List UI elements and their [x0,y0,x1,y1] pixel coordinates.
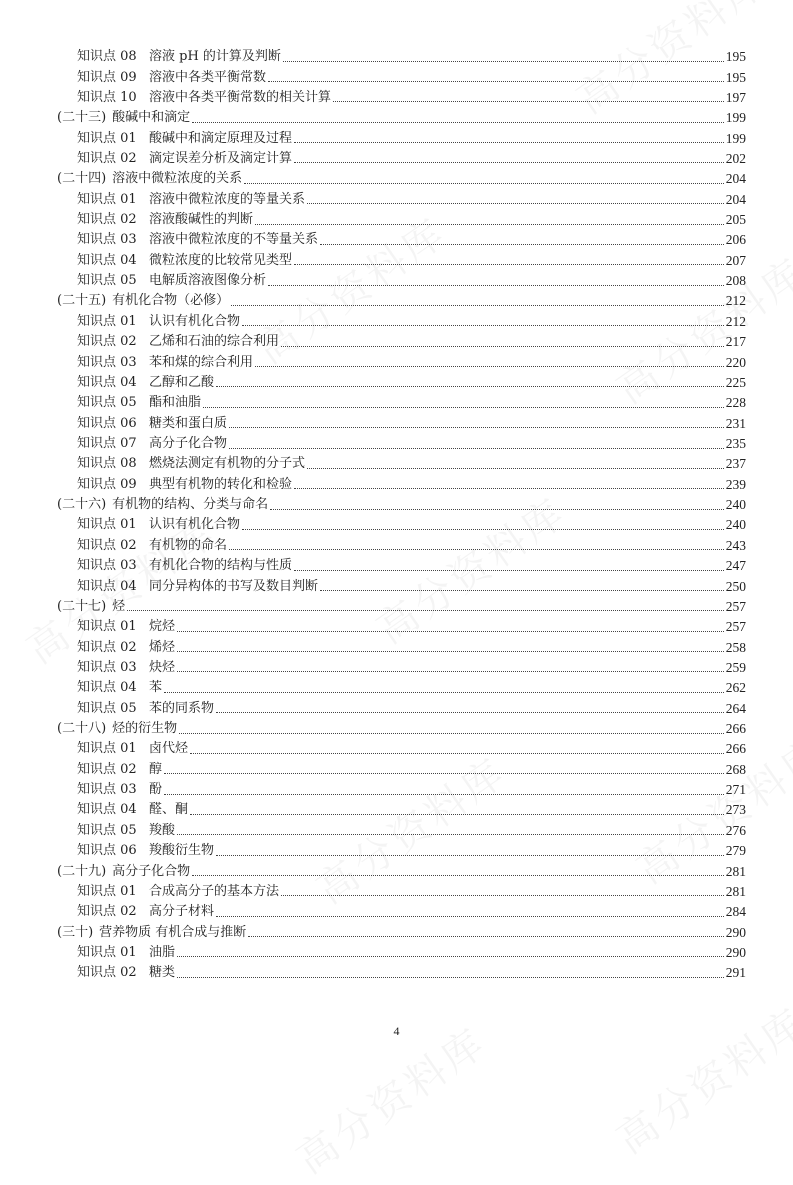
entry-page: 225 [725,374,746,390]
entry-page: 195 [725,69,746,85]
toc-item-entry[interactable] [57,637,746,657]
dot-leader [164,794,724,795]
dot-leader [320,590,724,591]
entry-number: 知识点 03 [77,558,137,574]
entry-number: 知识点 05 [77,822,137,838]
entry-number: 知识点 03 [77,354,137,370]
dot-leader [229,549,724,550]
dot-leader [294,142,724,143]
entry-title: 溶液中微粒浓度的关系 [112,171,243,187]
dot-leader [177,631,724,632]
toc-section-entry[interactable] [57,169,746,189]
entry-page: 199 [725,110,746,126]
entry-title: 醇 [149,761,163,777]
entry-title: 酚 [149,782,163,798]
entry-page: 205 [725,212,746,228]
dot-leader [192,875,724,876]
entry-title: 认识有机化合物 [149,313,241,329]
entry-number: 知识点 01 [77,741,137,757]
entry-page: 231 [725,415,746,431]
toc-item-entry[interactable] [57,149,746,169]
entry-number: 知识点 02 [77,537,137,553]
entry-page: 281 [725,863,746,879]
dot-leader [255,366,724,367]
toc-section-entry[interactable] [57,291,746,311]
entry-number: 知识点 01 [77,517,137,533]
entry-page: 220 [725,354,746,370]
entry-number: 知识点 08 [77,456,137,472]
dot-leader [268,285,724,286]
toc-item-entry[interactable] [57,780,746,800]
toc-section-entry[interactable] [57,719,746,739]
entry-title: 高分子化合物 [112,863,191,879]
dot-leader [281,346,724,347]
entry-number: 知识点 06 [77,843,137,859]
entry-number: 知识点 01 [77,883,137,899]
entry-number: 知识点 05 [77,273,137,289]
entry-title: 微粒浓度的比较常见类型 [149,252,293,268]
toc-item-entry[interactable] [57,352,746,372]
entry-number: (二十九) [57,863,107,879]
toc-item-entry[interactable] [57,841,746,861]
entry-title: 醛、酮 [149,802,189,818]
entry-number: 知识点 03 [77,659,137,675]
toc-item-entry[interactable] [57,312,746,332]
dot-leader [294,570,724,571]
entry-page: 204 [725,191,746,207]
toc-item-entry[interactable] [57,190,746,210]
entry-number: (二十七) [57,598,107,614]
toc-item-entry[interactable] [57,413,746,433]
toc-item-entry[interactable] [57,576,746,596]
dot-leader [307,203,724,204]
entry-title: 认识有机化合物 [149,517,241,533]
dot-leader [177,671,724,672]
dot-leader [231,305,724,306]
entry-page: 237 [725,456,746,472]
entry-number: 知识点 03 [77,232,137,248]
entry-page: 268 [725,761,746,777]
entry-title: 典型有机物的转化和检验 [149,476,293,492]
entry-page: 243 [725,537,746,553]
entry-page: 290 [725,944,746,960]
page-number: 4 [393,1024,400,1038]
dot-leader [229,448,724,449]
dot-leader [294,264,724,265]
entry-title: 糖类 [149,965,176,981]
entry-page: 240 [725,497,746,513]
toc-item-entry[interactable] [57,760,746,780]
dot-leader [190,753,724,754]
entry-page: 273 [725,802,746,818]
entry-title: 溶液中微粒浓度的不等量关系 [149,232,319,248]
entry-number: 知识点 09 [77,476,137,492]
entry-number: (二十六) [57,497,107,513]
entry-page: 228 [725,395,746,411]
dot-leader [242,529,724,530]
entry-page: 271 [725,782,746,798]
entry-page: 290 [725,924,746,940]
entry-page: 235 [725,436,746,451]
toc-item-entry[interactable] [57,678,746,698]
toc-item-entry[interactable] [57,943,746,963]
toc-section-entry[interactable] [57,922,746,942]
dot-leader [216,916,724,917]
dot-leader [164,773,724,774]
entry-number: 知识点 02 [77,334,137,350]
entry-title: 卤代烃 [149,741,189,757]
entry-page: 212 [725,313,746,329]
entry-page: 239 [725,476,746,492]
entry-page: 266 [725,741,746,757]
dot-leader [216,386,724,387]
entry-number: 知识点 01 [77,130,137,146]
entry-title: 烃 [112,598,126,614]
entry-title: 酸碱中和滴定原理及过程 [149,130,293,146]
entry-title: 炔烃 [149,659,176,675]
entry-page: 281 [725,883,746,899]
entry-number: 知识点 09 [77,69,137,85]
entry-title: 有机物的命名 [149,537,228,553]
dot-leader [270,509,724,510]
toc-item-entry[interactable] [57,332,746,352]
entry-title: 合成高分子的基本方法 [149,883,280,899]
entry-page: 257 [725,619,746,635]
entry-title: 乙烯和石油的综合利用 [149,334,280,350]
entry-page: 212 [725,293,746,309]
dot-leader [127,610,724,611]
entry-title: 营养物质 有机合成与推断 [99,924,247,940]
toc-item-entry[interactable] [57,902,746,922]
entry-title: 溶液 pH 的计算及判断 [149,49,281,65]
entry-number: 知识点 02 [77,904,137,920]
entry-number: 知识点 03 [77,782,137,798]
dot-leader [283,61,724,62]
entry-number: 知识点 02 [77,761,137,777]
entry-title: 溶液中各类平衡常数的相关计算 [149,89,332,105]
entry-number: 知识点 04 [77,802,137,818]
entry-title: 苯的同系物 [149,700,215,716]
entry-page: 257 [725,598,746,614]
entry-number: 知识点 01 [77,313,137,329]
entry-title: 燃烧法测定有机物的分子式 [149,456,306,472]
entry-page: 279 [725,843,746,859]
entry-page: 207 [725,252,746,268]
entry-title: 烯烃 [149,639,176,655]
dot-leader [268,81,724,82]
entry-number: (二十四) [57,171,107,187]
dot-leader [177,977,724,978]
dot-leader [294,488,724,489]
dot-leader [248,936,723,937]
toc-section-entry[interactable] [57,597,746,617]
toc-item-entry[interactable] [57,210,746,230]
toc-item-entry[interactable] [57,821,746,841]
entry-number: 知识点 04 [77,680,137,696]
dot-leader [255,224,724,225]
toc-item-entry[interactable] [57,475,746,495]
dot-leader [294,162,724,163]
entry-number: (二十八) [57,721,107,737]
toc-item-entry[interactable] [57,434,746,454]
entry-number: 知识点 02 [77,150,137,166]
entry-page: 250 [725,578,746,594]
entry-page: 208 [725,273,746,289]
entry-title: 滴定误差分析及滴定计算 [149,150,293,166]
entry-title: 糖类和蛋白质 [149,415,228,431]
entry-title: 油脂 [149,944,176,960]
entry-number: 知识点 08 [77,49,137,65]
toc-item-entry[interactable] [57,963,746,983]
entry-number: 知识点 01 [77,944,137,960]
entry-title: 羧酸衍生物 [149,843,215,859]
toc-item-entry[interactable] [57,47,746,67]
dot-leader [216,855,724,856]
dot-leader [333,101,724,102]
entry-title: 苯 [149,680,163,696]
dot-leader [216,712,724,713]
entry-page: 199 [725,130,746,146]
entry-page: 264 [725,700,746,716]
dot-leader [229,427,724,428]
entry-page: 204 [725,171,746,187]
dot-leader [179,733,724,734]
entry-page: 262 [725,680,746,696]
entry-page: 195 [725,49,746,65]
entry-page: 206 [725,232,746,248]
dot-leader [177,834,724,835]
entry-number: 知识点 04 [77,578,137,594]
toc-item-entry[interactable] [57,617,746,637]
entry-title: 有机化合物（必修） [112,293,230,309]
entry-number: (二十五) [57,293,107,309]
entry-number: 知识点 05 [77,700,137,716]
entry-number: 知识点 01 [77,191,137,207]
entry-title: 溶液中各类平衡常数 [149,69,267,85]
entry-number: 知识点 05 [77,395,137,411]
dot-leader [307,468,724,469]
toc-item-entry[interactable] [57,251,746,271]
toc-item-entry[interactable] [57,67,746,87]
toc-item-entry[interactable] [57,882,746,902]
entry-page: 266 [725,721,746,737]
entry-page: 197 [725,89,746,105]
toc-item-entry[interactable] [57,454,746,474]
entry-title: 溶液酸碱性的判断 [149,212,254,228]
entry-title: 羧酸 [149,822,176,838]
entry-page: 247 [725,558,746,574]
toc-item-entry[interactable] [57,556,746,576]
toc-section-entry[interactable] [57,495,746,515]
dot-leader [177,651,724,652]
toc-section-entry[interactable] [57,108,746,128]
entry-title: 酯和油脂 [149,395,202,411]
entry-title: 高分子化合物 [149,436,228,451]
entry-page: 284 [725,904,746,920]
entry-number: 知识点 02 [77,965,137,981]
entry-number: 知识点 01 [77,619,137,635]
toc-item-entry[interactable] [57,393,746,413]
entry-page: 259 [725,659,746,675]
toc-item-entry[interactable] [57,739,746,759]
entry-number: 知识点 07 [77,436,137,451]
dot-leader [320,244,724,245]
entry-title: 烃的衍生物 [112,721,178,737]
entry-title: 溶液中微粒浓度的等量关系 [149,191,306,207]
dot-leader [177,956,724,957]
entry-number: (二十三) [57,110,107,126]
dot-leader [190,814,724,815]
watermark [604,992,793,1165]
entry-number: 知识点 04 [77,374,137,390]
entry-number: (三十) [57,924,94,940]
toc-item-entry[interactable] [57,128,746,148]
entry-title: 烷烃 [149,619,176,635]
entry-page: 291 [725,965,746,981]
entry-number: 知识点 02 [77,212,137,228]
toc-item-entry[interactable] [57,536,746,556]
entry-title: 酸碱中和滴定 [112,110,191,126]
toc-item-entry[interactable] [57,88,746,108]
entry-title: 有机物的结构、分类与命名 [112,497,269,513]
dot-leader [281,895,724,896]
dot-leader [192,122,724,123]
entry-page: 276 [725,822,746,838]
toc-section-entry[interactable] [57,861,746,881]
entry-title: 乙醇和乙酸 [149,374,215,390]
dot-leader [203,407,724,408]
entry-page: 202 [725,150,746,166]
dot-leader [242,325,724,326]
toc-item-entry[interactable] [57,699,746,719]
toc-item-entry[interactable] [57,271,746,291]
entry-number: 知识点 06 [77,415,137,431]
entry-title: 电解质溶液图像分析 [149,273,267,289]
toc-item-entry[interactable] [57,658,746,678]
toc-item-entry[interactable] [57,515,746,535]
entry-title: 同分异构体的书写及数目判断 [149,578,319,594]
toc-item-entry[interactable] [57,373,746,393]
entry-number: 知识点 10 [77,89,137,105]
dot-leader [164,692,724,693]
entry-title: 高分子材料 [149,904,215,920]
entry-page: 258 [725,639,746,655]
entry-number: 知识点 04 [77,252,137,268]
toc-item-entry[interactable] [57,800,746,820]
dot-leader [244,183,724,184]
table-of-contents [57,47,746,984]
entry-title: 苯和煤的综合利用 [149,354,254,370]
entry-title: 有机化合物的结构与性质 [149,558,293,574]
entry-page: 217 [725,334,746,350]
entry-page: 240 [725,517,746,533]
entry-number: 知识点 02 [77,639,137,655]
toc-item-entry[interactable] [57,230,746,250]
